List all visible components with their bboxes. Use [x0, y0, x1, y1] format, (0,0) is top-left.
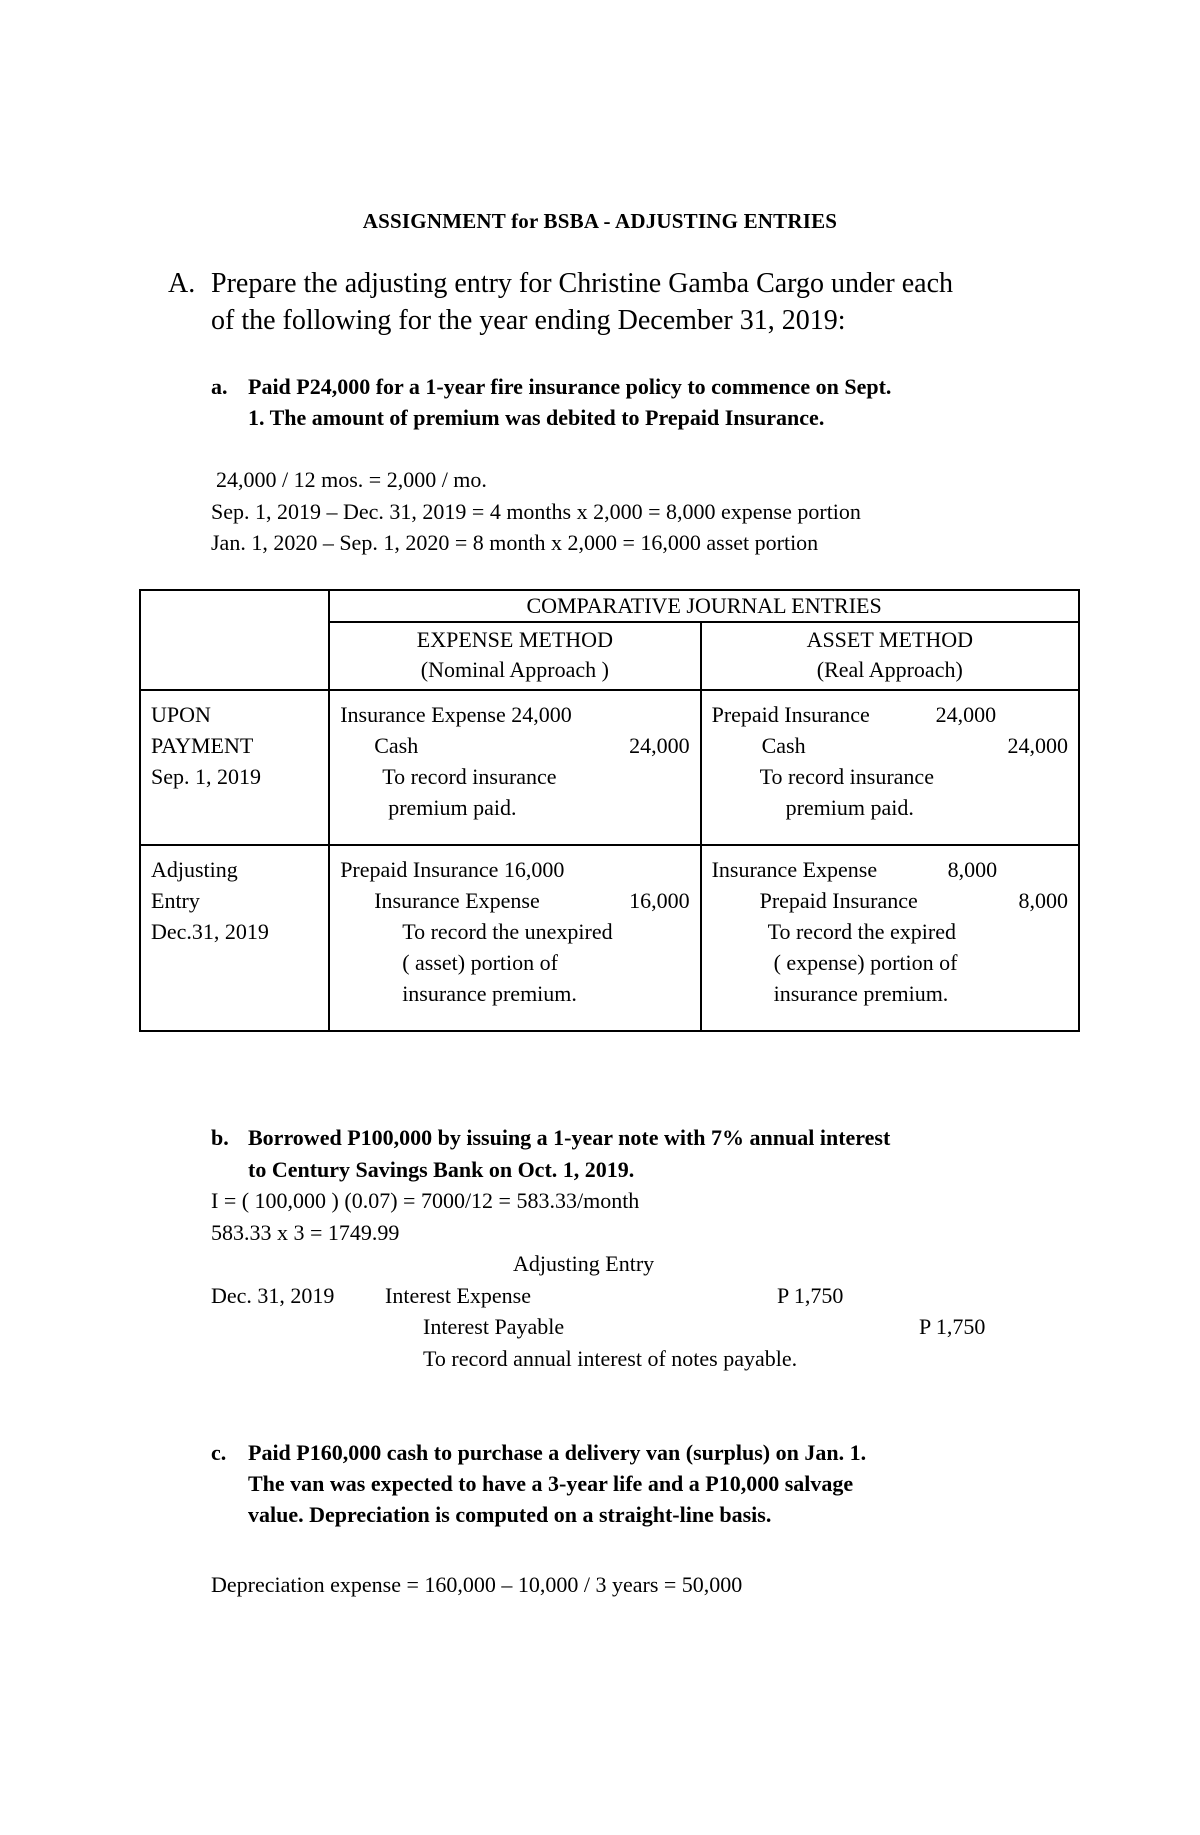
item-b-entry-title: Adjusting Entry: [513, 1251, 655, 1276]
asset-credit-amount: 24,000: [1007, 733, 1068, 758]
item-a-calc2: Sep. 1, 2019 – Dec. 31, 2019 = 4 months x 2,000 = 8,000 expense portion: [211, 499, 861, 524]
asset-debit-account: Prepaid Insurance: [711, 702, 870, 727]
item-c-line2: The van was expected to have a 3-year life and a P10,000 salvage: [248, 1471, 854, 1496]
item-a-label: a.: [211, 374, 228, 399]
adj-asset-memo-1: To record the expired: [767, 919, 957, 944]
section-a-line2: of the following for the year ending December 31, 2019:: [211, 305, 846, 336]
item-c-label: c.: [211, 1440, 227, 1465]
adjusting-expense-cell: [329, 845, 700, 1031]
adj-asset-debit-amount: 8,000: [947, 857, 998, 882]
item-b-calc1: I = ( 100,000 ) (0.07) = 7000/12 = 583.33/month: [211, 1188, 640, 1213]
table-header: COMPARATIVE JOURNAL ENTRIES: [329, 590, 1079, 622]
adj-expense-memo-2: ( asset) portion of: [402, 950, 558, 975]
expense-method-cell: [329, 622, 700, 690]
upon-payment-label-cell: [140, 690, 329, 845]
adjusting-asset-cell: [701, 845, 1079, 1031]
upon-payment-asset-cell: [701, 690, 1079, 845]
item-c-line3: value. Depreciation is computed on a straight-line basis.: [248, 1502, 772, 1527]
item-a-calc3: Jan. 1, 2020 – Sep. 1, 2020 = 8 month x 2,000 = 16,000 asset portion: [211, 530, 819, 555]
upon-payment-expense-cell: [329, 690, 700, 845]
adj-asset-memo-3: insurance premium.: [773, 981, 949, 1006]
adjusting-label-2: Entry: [151, 888, 200, 913]
expense-credit-account: Cash: [374, 733, 419, 758]
item-b-label: b.: [211, 1125, 229, 1150]
table-corner-cell: [140, 590, 329, 690]
asset-method-title: ASSET METHOD: [806, 627, 974, 652]
adj-expense-memo-1: To record the unexpired: [402, 919, 613, 944]
expense-method-subtitle: (Nominal Approach ): [420, 657, 609, 682]
item-b-debit-amount: P 1,750: [777, 1283, 844, 1308]
asset-debit-amount: 24,000: [935, 702, 997, 727]
item-b-line2: to Century Savings Bank on Oct. 1, 2019.: [248, 1157, 635, 1182]
table-row: [140, 845, 1079, 1031]
comparative-journal-table: [139, 589, 1080, 1032]
adj-asset-credit-amount: 8,000: [1018, 888, 1068, 913]
item-b-calc2: 583.33 x 3 = 1749.99: [211, 1220, 400, 1245]
adj-asset-debit-account: Insurance Expense: [711, 857, 878, 882]
expense-memo-2: premium paid.: [388, 795, 517, 820]
expense-method-title: EXPENSE METHOD: [416, 627, 613, 652]
adj-asset-memo-2: ( expense) portion of: [773, 950, 958, 975]
upon-payment-label-3: Sep. 1, 2019: [151, 764, 261, 789]
page-title: ASSIGNMENT for BSBA - ADJUSTING ENTRIES: [362, 209, 838, 233]
asset-method-subtitle: (Real Approach): [816, 657, 963, 682]
adjusting-label-1: Adjusting: [151, 857, 238, 882]
expense-memo-1: To record insurance: [382, 764, 557, 789]
adj-expense-memo-3: insurance premium.: [402, 981, 577, 1006]
item-b-debit-account: Interest Expense: [385, 1283, 531, 1308]
asset-credit-account: Cash: [761, 733, 806, 758]
adj-expense-credit-account: Insurance Expense: [374, 888, 540, 913]
item-a-calc1: 24,000 / 12 mos. = 2,000 / mo.: [216, 467, 487, 492]
item-a-line2: 1. The amount of premium was debited to Prepaid Insurance.: [248, 405, 825, 430]
adj-asset-credit-account: Prepaid Insurance: [759, 888, 918, 913]
upon-payment-label-2: PAYMENT: [151, 733, 254, 758]
upon-payment-label-1: UPON: [151, 702, 211, 727]
item-c-line1: Paid P160,000 cash to purchase a delivery van (surplus) on Jan. 1.: [248, 1440, 867, 1465]
adj-expense-credit-amount: 16,000: [629, 888, 690, 913]
item-b-credit-account: Interest Payable: [423, 1314, 565, 1339]
asset-memo-1: To record insurance: [759, 764, 934, 789]
adj-expense-debit-line: Prepaid Insurance 16,000: [340, 857, 565, 882]
section-a-line1: Prepare the adjusting entry for Christine Gamba Cargo under each: [211, 268, 954, 299]
item-c-calc1: Depreciation expense = 160,000 – 10,000 / 3 years = 50,000: [211, 1572, 743, 1597]
table-header-row: [140, 590, 1079, 622]
item-b-memo: To record annual interest of notes payable.: [423, 1346, 798, 1371]
adjusting-label-3: Dec.31, 2019: [151, 919, 269, 944]
asset-memo-2: premium paid.: [785, 795, 914, 820]
table-row: [140, 690, 1079, 845]
section-a-label: A.: [168, 268, 196, 299]
item-a-line1: Paid P24,000 for a 1-year fire insurance policy to commence on Sept.: [248, 374, 892, 399]
adjusting-label-cell: [140, 845, 329, 1031]
item-b-credit-amount: P 1,750: [919, 1314, 986, 1339]
expense-credit-amount: 24,000: [629, 733, 690, 758]
asset-method-cell: [701, 622, 1079, 690]
item-b-line1: Borrowed P100,000 by issuing a 1-year note with 7% annual interest: [248, 1125, 891, 1150]
item-b-entry-date: Dec. 31, 2019: [211, 1283, 335, 1308]
expense-debit-line: Insurance Expense 24,000: [340, 702, 572, 727]
